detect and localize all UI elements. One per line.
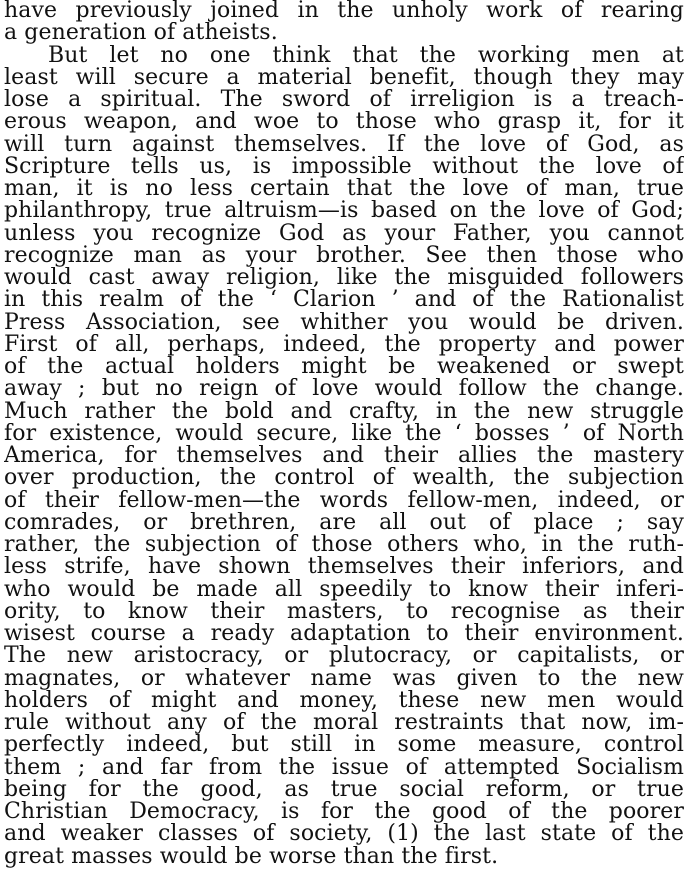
text-line: of their fellow-men—the words fellow-men, indeed, or	[4, 489, 684, 512]
text-line: Much rather the bold and crafty, in the new struggle	[4, 400, 684, 423]
text-line: First of all, perhaps, indeed, the property and power	[4, 333, 684, 356]
text-line: philanthropy, true altruism—is based on the love of God;	[4, 200, 684, 223]
text-line: who would be made all speedily to know their inferi-	[4, 578, 684, 601]
text-line: man, it is no less certain that the love of man, true	[4, 178, 684, 201]
text-line: least will secure a material benefit, though they may	[4, 66, 684, 89]
text-line: Press Association, see whither you would be driven.	[4, 311, 684, 334]
text-line: will turn against themselves. If the love of God, as	[4, 133, 684, 156]
text-line: less strife, have shown themselves their inferiors, and	[4, 556, 684, 579]
text-line: being for the good, as true social reform, or true	[4, 778, 684, 801]
article-text	[4, 0, 684, 868]
text-line: Christian Democracy, is for the good of the poorer	[4, 801, 684, 824]
text-line: Scripture tells us, is impossible without the love of	[4, 155, 684, 178]
text-line: holders of might and money, these new men would	[4, 689, 684, 712]
text-line: and weaker classes of society, (1) the last state of the	[4, 823, 684, 846]
text-line: comrades, or brethren, are all out of place ; say	[4, 511, 684, 534]
text-line: for existence, would secure, like the ‘ bosses ’ of North	[4, 422, 684, 445]
text-line: unless you recognize God as your Father, you cannot	[4, 222, 684, 245]
text-line: away ; but no reign of love would follow the change.	[4, 378, 684, 401]
text-line: them ; and far from the issue of attempted Socialism	[4, 756, 684, 779]
text-line: perfectly indeed, but still in some measure, control	[4, 734, 684, 757]
text-line: America, for themselves and their allies the mastery	[4, 445, 684, 468]
text-line: The new aristocracy, or plutocracy, or capitalists, or	[4, 645, 684, 668]
text-line: recognize man as your brother. See then those who	[4, 244, 684, 267]
text-line: rule without any of the moral restraints that now, im-	[4, 712, 684, 735]
text-line: over production, the control of wealth, the subjection	[4, 467, 684, 490]
text-line: in this realm of the ‘ Clarion ’ and of the Rationalist	[4, 289, 684, 312]
text-line: But let no one think that the working men at	[48, 44, 684, 67]
text-line: lose a spiritual. The sword of irreligion is a treach-	[4, 89, 684, 112]
text-line: rather, the subjection of those others who, in the ruth-	[4, 534, 684, 557]
text-line: have previously joined in the unholy work of rearing	[4, 0, 684, 23]
text-line: of the actual holders might be weakened or swept	[4, 356, 684, 379]
text-line: ority, to know their masters, to recognise as their	[4, 600, 684, 623]
text-line: wisest course a ready adaptation to their environment.	[4, 623, 684, 646]
text-line: would cast away religion, like the misguided followers	[4, 267, 684, 290]
text-line: great masses would be worse than the first.	[4, 845, 499, 868]
text-line: a generation of atheists.	[4, 22, 278, 45]
text-line: magnates, or whatever name was given to the new	[4, 667, 684, 690]
text-line: erous weapon, and woe to those who grasp it, for it	[4, 111, 684, 134]
